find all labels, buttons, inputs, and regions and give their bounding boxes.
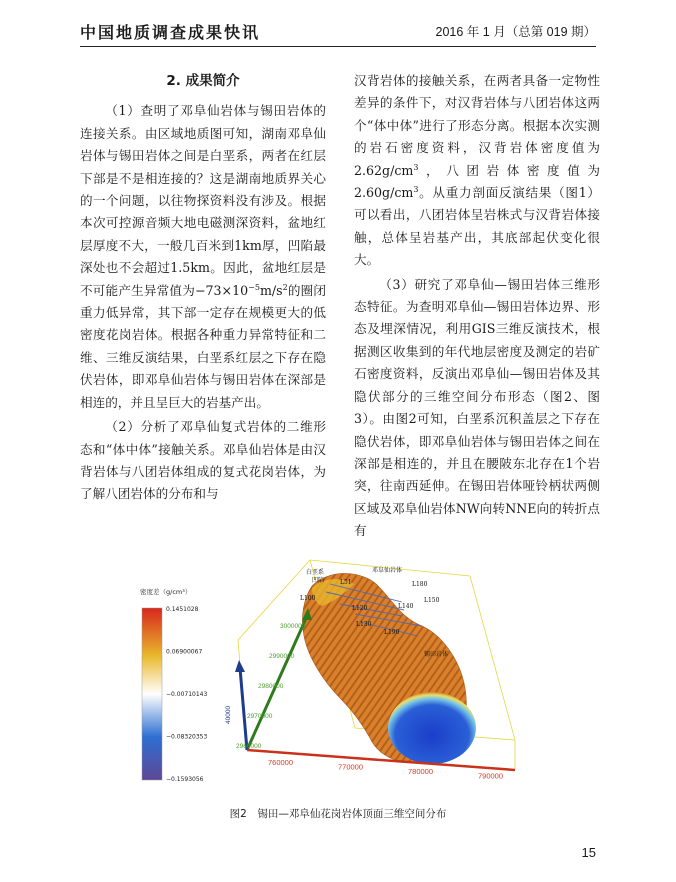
label-l180: L180 — [412, 581, 428, 588]
x-tick-label: 770000 — [338, 762, 364, 772]
legend-tick-label: −0.1593056 — [166, 776, 204, 783]
z-axis-label: 40000 — [225, 705, 232, 724]
figure-caption: 图2 锡田—邓阜仙花岗岩体顶面三维空间分布 — [229, 808, 447, 820]
y-tick-label: 3000000 — [280, 623, 306, 630]
legend-tick-label: −0.00710143 — [166, 691, 208, 698]
left-column — [80, 70, 326, 508]
paragraph-3: （3）研究了邓阜仙—锡田岩体三维形态特征。为查明邓阜仙—锡田岩体边界、形态及埋深情况，利用GIS三维反演技术，根据测区收集到的年代地层密度及测定的岩矿石密度资料，反演出邓阜仙—锡田岩体及其隐伏部分的三维空间分布形态（图2、图3）。由图2可知，白垩系沉积盖层之下存在隐伏岩体，即邓阜仙岩体与锡田岩体之间在深部是相连的，并且在腰陂东北存在1个岩突，往南西延伸。在锡田岩体哑铃柄状两侧区域及邓阜仙岩体NW向转NNE向的转折点有 — [354, 276, 600, 539]
legend-title: 密度差（g/cm³） — [140, 588, 192, 596]
section-title: 2. 成果简介 — [166, 73, 240, 89]
label-l190: L190 — [384, 629, 400, 636]
label-dengfuxian: 邓阜仙岩体 — [372, 567, 403, 574]
label-l130: L130 — [356, 621, 372, 628]
y-tick-label: 2960000 — [236, 743, 262, 750]
z-axis-arrow — [240, 668, 247, 750]
label-l51: L51 — [340, 579, 352, 586]
page-number: 15 — [581, 845, 596, 860]
y-tick-label: 2990000 — [269, 653, 295, 660]
label-xitian: 锡田岩体 — [424, 651, 449, 658]
journal-title: 中国地质调查成果快讯 — [80, 23, 261, 42]
label-l100: L100 — [300, 595, 316, 602]
x-tick-label: 790000 — [478, 771, 504, 781]
header-divider — [80, 46, 596, 47]
x-tick-label: 760000 — [268, 758, 294, 767]
label-l140: L140 — [398, 603, 414, 610]
paragraph-continued: 汉背岩体的接触关系，在两者具备一定物性差异的条件下，对汉背岩体与八团岩体这两个“体中体”进行了形态分离。根据本次实测的岩石密度资料，汉背岩体密度值为$2.62g/cm^3$，八团岩体密度值为$2.60g/cm^3$。从重力剖面反演结果（图1）可以看出，八团岩体呈岩株式与汉背岩体接触，总体呈岩基产出，其底部起伏变化很大。 — [354, 73, 600, 268]
y-axis-arrow — [247, 614, 308, 750]
issue-info: 2016 年 1 月（总第 019 期） — [435, 25, 596, 39]
figure-3d-model — [140, 548, 570, 783]
label-aoxian: 凹陷 — [312, 577, 325, 584]
y-tick-label: 2980000 — [258, 683, 284, 690]
label-l120: L120 — [352, 605, 368, 612]
legend-colorbar — [142, 608, 162, 780]
deep-anomaly — [388, 692, 476, 764]
label-l150: L150 — [424, 597, 440, 604]
label-baie: 白垩系 — [306, 569, 325, 576]
legend-tick-label: 0.1451028 — [166, 606, 199, 613]
legend-tick-label: 0.06900067 — [166, 648, 203, 656]
right-column — [354, 70, 600, 545]
y-tick-label: 2970000 — [247, 713, 273, 720]
x-tick-label: 780000 — [408, 767, 434, 776]
figure-svg — [140, 548, 570, 783]
legend-ticks — [166, 606, 207, 783]
legend-tick-label: −0.08320353 — [166, 733, 208, 741]
paragraph-1: （1）查明了邓阜仙岩体与锡田岩体的连接关系。由区域地质图可知，湖南邓阜仙岩体与锡田岩体之间是白垩系，两者在红层下部是不是相连接的？这是湖南地质界关心的一个问题，以往物探资料没有涉及。根据本次可控源音频大地电磁测深资料，盆地红层厚度不大，一般几百米到1km厚，凹陷最深处也不会超过1.5km。因此，盆地红层是不可能产生异常值为$-73\times 10^{-5}m/s^2$的圈闭重力低异常，其下部一定存在规模更大的低密度花岗岩体。根据各种重力异常特征和二维、三维反演结果，白垩系红层之下存在隐伏岩体，即邓阜仙岩体与锡田岩体在深部是相连的，并且呈巨大的岩基产出。 — [80, 103, 327, 410]
paragraph-2: （2）分析了邓阜仙复式岩体的二维形态和“体中体”接触关系。邓阜仙岩体是由汉背岩体与八团岩体组成的复式花岗岩体，为了解八团岩体的分布和与 — [80, 419, 326, 502]
